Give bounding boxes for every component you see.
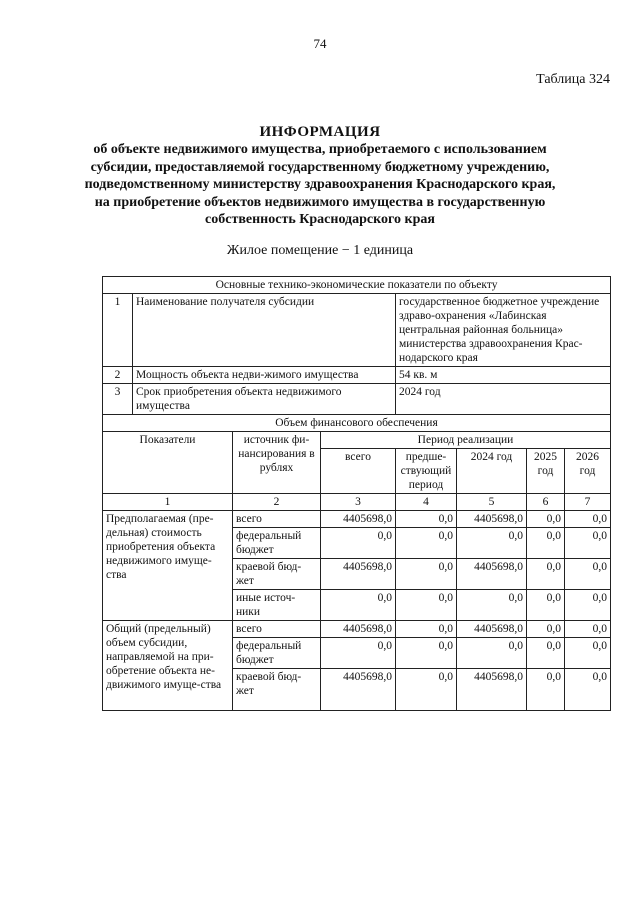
table-row — [103, 384, 611, 415]
source-cell: федеральный бюджет — [233, 638, 321, 669]
source-cell: краевой бюд-жет — [233, 669, 321, 711]
header-period: Период реализации — [321, 432, 611, 449]
row-label: Мощность объекта недви-жимого имущества — [133, 367, 396, 384]
source-cell: краевой бюд-жет — [233, 559, 321, 590]
value-cell: 4405698,0 — [321, 511, 396, 528]
table-number: Таблица 324 — [536, 72, 610, 87]
value-cell: 0,0 — [396, 669, 457, 711]
table-row — [103, 511, 611, 528]
source-cell: иные источ-ники — [233, 590, 321, 621]
value-cell: 0,0 — [396, 511, 457, 528]
value-cell: 0,0 — [565, 621, 611, 638]
info-table — [102, 276, 611, 711]
document-title — [60, 123, 580, 229]
header-total: всего — [321, 449, 396, 494]
value-cell: 0,0 — [396, 590, 457, 621]
object-subtitle: Жилое помещение − 1 единица — [226, 243, 414, 258]
value-cell: 0,0 — [565, 669, 611, 711]
value-cell: 4405698,0 — [457, 559, 527, 590]
value-cell: 0,0 — [527, 511, 565, 528]
row-label: Наименование получателя субсидии — [133, 294, 396, 367]
header-previous-period: предше-ствующий период — [396, 449, 457, 494]
value-cell: 0,0 — [396, 621, 457, 638]
value-cell: 0,0 — [565, 559, 611, 590]
column-number: 2 — [233, 494, 321, 511]
value-cell: 0,0 — [565, 511, 611, 528]
table-row — [103, 294, 611, 367]
value-cell: 0,0 — [527, 621, 565, 638]
row-number: 3 — [103, 384, 133, 415]
value-cell: 0,0 — [527, 669, 565, 711]
title-line: собственность Краснодарского края — [205, 212, 435, 227]
header-source: источник фи-нансирования в рублях — [233, 432, 321, 494]
column-number: 1 — [103, 494, 233, 511]
table-row — [103, 367, 611, 384]
header-indicators: Показатели — [103, 432, 233, 494]
value-cell: 0,0 — [396, 528, 457, 559]
row-number: 1 — [103, 294, 133, 367]
column-number: 5 — [457, 494, 527, 511]
title-line: субсидии, предоставляемой государственному бюджетному учреждению, — [90, 159, 550, 175]
source-cell: федеральный бюджет — [233, 528, 321, 559]
value-cell: 0,0 — [457, 638, 527, 669]
value-cell: 4405698,0 — [321, 559, 396, 590]
value-cell: 0,0 — [527, 590, 565, 621]
row-value: 2024 год — [396, 384, 611, 415]
value-cell: 0,0 — [527, 638, 565, 669]
value-cell: 0,0 — [321, 638, 396, 669]
column-number: 4 — [396, 494, 457, 511]
value-cell: 0,0 — [565, 590, 611, 621]
section-header-financing: Объем финансового обеспечения — [103, 415, 611, 432]
value-cell: 4405698,0 — [457, 621, 527, 638]
value-cell: 0,0 — [321, 528, 396, 559]
value-cell: 0,0 — [527, 528, 565, 559]
value-cell: 4405698,0 — [321, 621, 396, 638]
value-cell: 0,0 — [527, 559, 565, 590]
value-cell: 0,0 — [565, 528, 611, 559]
header-year-2025: 2025 год — [527, 449, 565, 494]
title-heading: ИНФОРМАЦИЯ — [259, 124, 381, 140]
value-cell: 0,0 — [321, 590, 396, 621]
value-cell: 0,0 — [396, 638, 457, 669]
source-cell: всего — [233, 511, 321, 528]
column-number: 3 — [321, 494, 396, 511]
value-cell: 0,0 — [457, 528, 527, 559]
row-number: 2 — [103, 367, 133, 384]
source-cell: всего — [233, 621, 321, 638]
value-cell: 4405698,0 — [457, 511, 527, 528]
column-number: 6 — [527, 494, 565, 511]
table-row — [103, 621, 611, 638]
page-number: 74 — [313, 36, 327, 51]
title-line: подведомственному министерству здравоохранения Краснодарского края, — [84, 177, 556, 192]
title-line: на приобретение объектов недвижимого имущества в государственную — [94, 194, 546, 210]
title-line: об объекте недвижимого имущества, приобретаемого с использованием — [93, 142, 547, 157]
value-cell: 4405698,0 — [457, 669, 527, 711]
value-cell: 4405698,0 — [321, 669, 396, 711]
group-name: Предполагаемая (пре-дельная) стоимость приобретения объекта недвижимого имуще-ства — [103, 511, 233, 621]
value-cell: 0,0 — [565, 638, 611, 669]
value-cell: 0,0 — [396, 559, 457, 590]
header-year-2024: 2024 год — [457, 449, 527, 494]
row-value: 54 кв. м — [396, 367, 611, 384]
row-label: Срок приобретения объекта недвижимого имущества — [133, 384, 396, 415]
row-value: государственное бюджетное учреждение здраво-охранения «Лабинская центральная районная больница» министерства здравоохранения Крас-нодарского края — [396, 294, 611, 367]
group-name: Общий (предельный) объем субсидии, направляемой на при-обретение объекта не-движимого имуще-ства — [103, 621, 233, 711]
column-number: 7 — [565, 494, 611, 511]
section-header-indicators: Основные технико-экономические показатели по объекту — [103, 277, 611, 294]
header-year-2026: 2026 год — [565, 449, 611, 494]
value-cell: 0,0 — [457, 590, 527, 621]
